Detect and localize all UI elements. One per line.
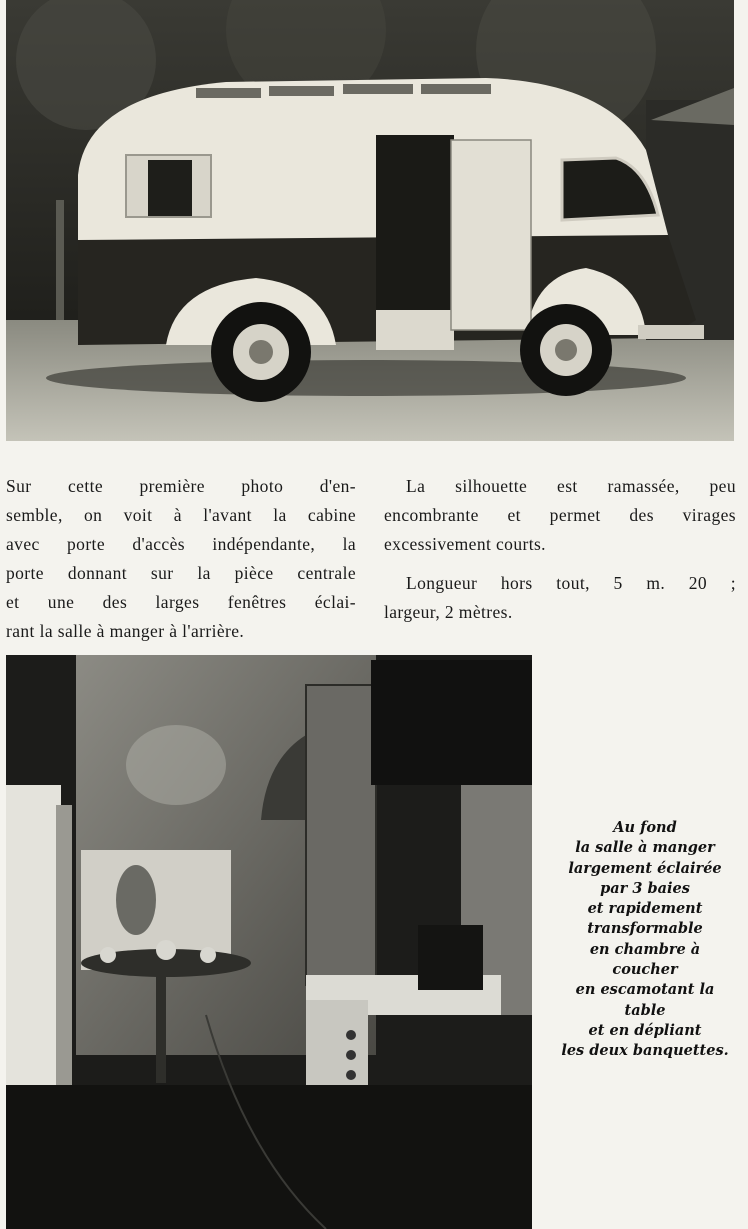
side-caption-line: largement éclairée <box>568 859 722 877</box>
side-caption-line: et en dépliant <box>588 1021 702 1039</box>
side-caption-line: et rapidement <box>587 900 703 918</box>
side-caption <box>548 818 742 1062</box>
side-caption-line: coucher <box>612 961 678 979</box>
interior-illustration <box>6 655 532 1229</box>
caption-right-line: excessivement courts. <box>384 534 546 554</box>
side-caption-line: en escamotant la <box>575 981 715 999</box>
caption-right-line: Longueur hors tout, 5 m. 20 ; <box>406 573 736 593</box>
caption-left-line: et une des larges fenêtres éclai- <box>6 592 356 612</box>
vehicle-illustration <box>6 0 734 441</box>
side-caption-line: la salle à manger <box>575 839 715 857</box>
caption-left-line: Sur cette première photo d'en- <box>6 476 356 496</box>
side-caption-line: table <box>624 1001 666 1019</box>
side-caption-line: Au fond <box>613 819 677 836</box>
caption-left-line: semble, on voit à l'avant la cabine <box>6 505 356 525</box>
caption-left <box>6 472 356 646</box>
side-caption-line: par 3 baies <box>600 879 690 897</box>
caption-left-line: porte donnant sur la pièce centrale <box>6 563 356 583</box>
caption-right-line: La silhouette est ramassée, peu <box>406 476 736 496</box>
vehicle-photo <box>6 0 734 441</box>
side-caption-line: transformable <box>587 920 703 938</box>
side-caption-line: en chambre à <box>589 940 701 958</box>
side-caption-line: les deux banquettes. <box>561 1042 729 1060</box>
interior-photo <box>6 655 532 1229</box>
caption-right-line: encombrante et permet des virages <box>384 505 736 525</box>
caption-left-line: rant la salle à manger à l'arrière. <box>6 621 245 641</box>
caption-right <box>384 472 736 627</box>
caption-right-line: largeur, 2 mètres. <box>384 602 513 622</box>
caption-left-line: avec porte d'accès indépendante, la <box>6 534 356 554</box>
